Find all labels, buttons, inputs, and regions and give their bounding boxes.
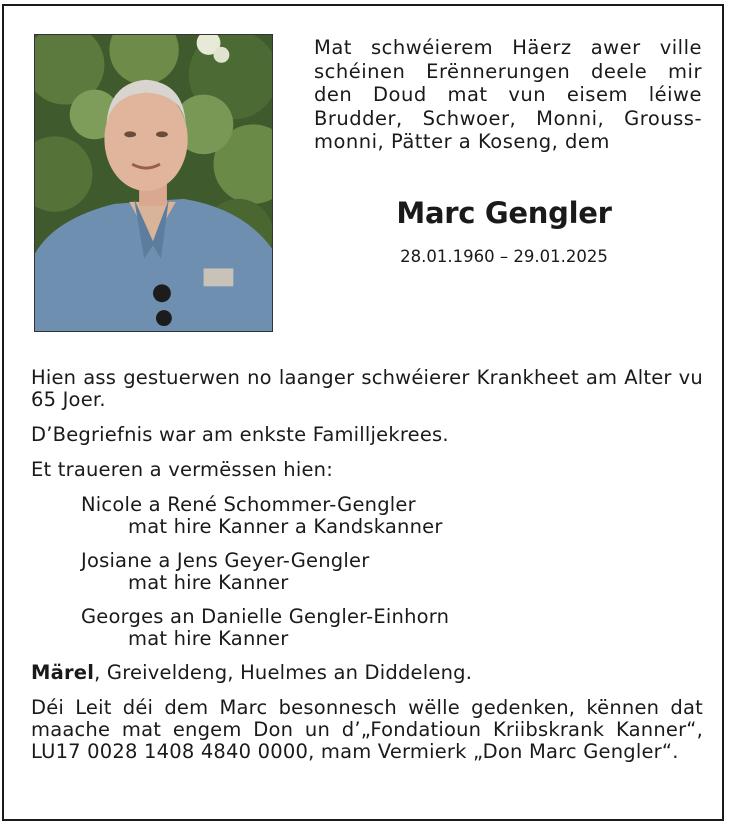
family-list [31,494,703,650]
places-line [31,662,703,684]
intro-text: Mat schwéierem Häerz awer ville schéinen Erënnerungen deele mir den Doud mat vun eisem léiwe Brudder, Schwoer, Monni, Grouss-monni, Pätter a Koseng, dem [314,36,702,153]
family-entry [81,550,703,594]
family-member-names: Nicole a René Schommer-Gengler [81,493,416,516]
portrait-image [35,35,272,331]
family-entry [81,494,703,538]
donation-paragraph: Déi Leit déi dem Marc besonnesch wëlle gedenken, kënnen dat maache mat engem Don un d’„Fondatioun Kriibskrank Kanner“, LU17 0028 1408 4840 0000, mam Vermierk „Don Marc Gengler“. [31,696,703,763]
funeral-paragraph: D’Begriefnis war am enkste Familljekrees. [31,423,449,446]
family-entry [81,606,703,650]
obituary-notice [2,4,724,821]
death-paragraph: Hien ass gestuerwen no laanger schwéierer Krankheet am Alter vu 65 Joer. [31,366,703,411]
deceased-name: Marc Gengler [396,196,612,230]
place-rest: , Greiveldeng, Huelmes an Diddeleng. [94,661,473,684]
family-member-sub: mat hire Kanner [128,627,289,650]
family-member-names: Georges an Danielle Gengler-Einhorn [81,605,450,628]
place-first: Märel [31,661,95,684]
obituary-body [31,367,703,763]
life-dates: 28.01.1960 – 29.01.2025 [400,247,608,266]
mourners-paragraph: Et traueren a vermëssen hien: [31,458,334,481]
family-member-sub: mat hire Kanner [128,571,289,594]
portrait-photo [34,34,273,332]
family-member-sub: mat hire Kanner a Kandskanner [128,515,443,538]
family-member-names: Josiane a Jens Geyer-Gengler [81,549,370,572]
